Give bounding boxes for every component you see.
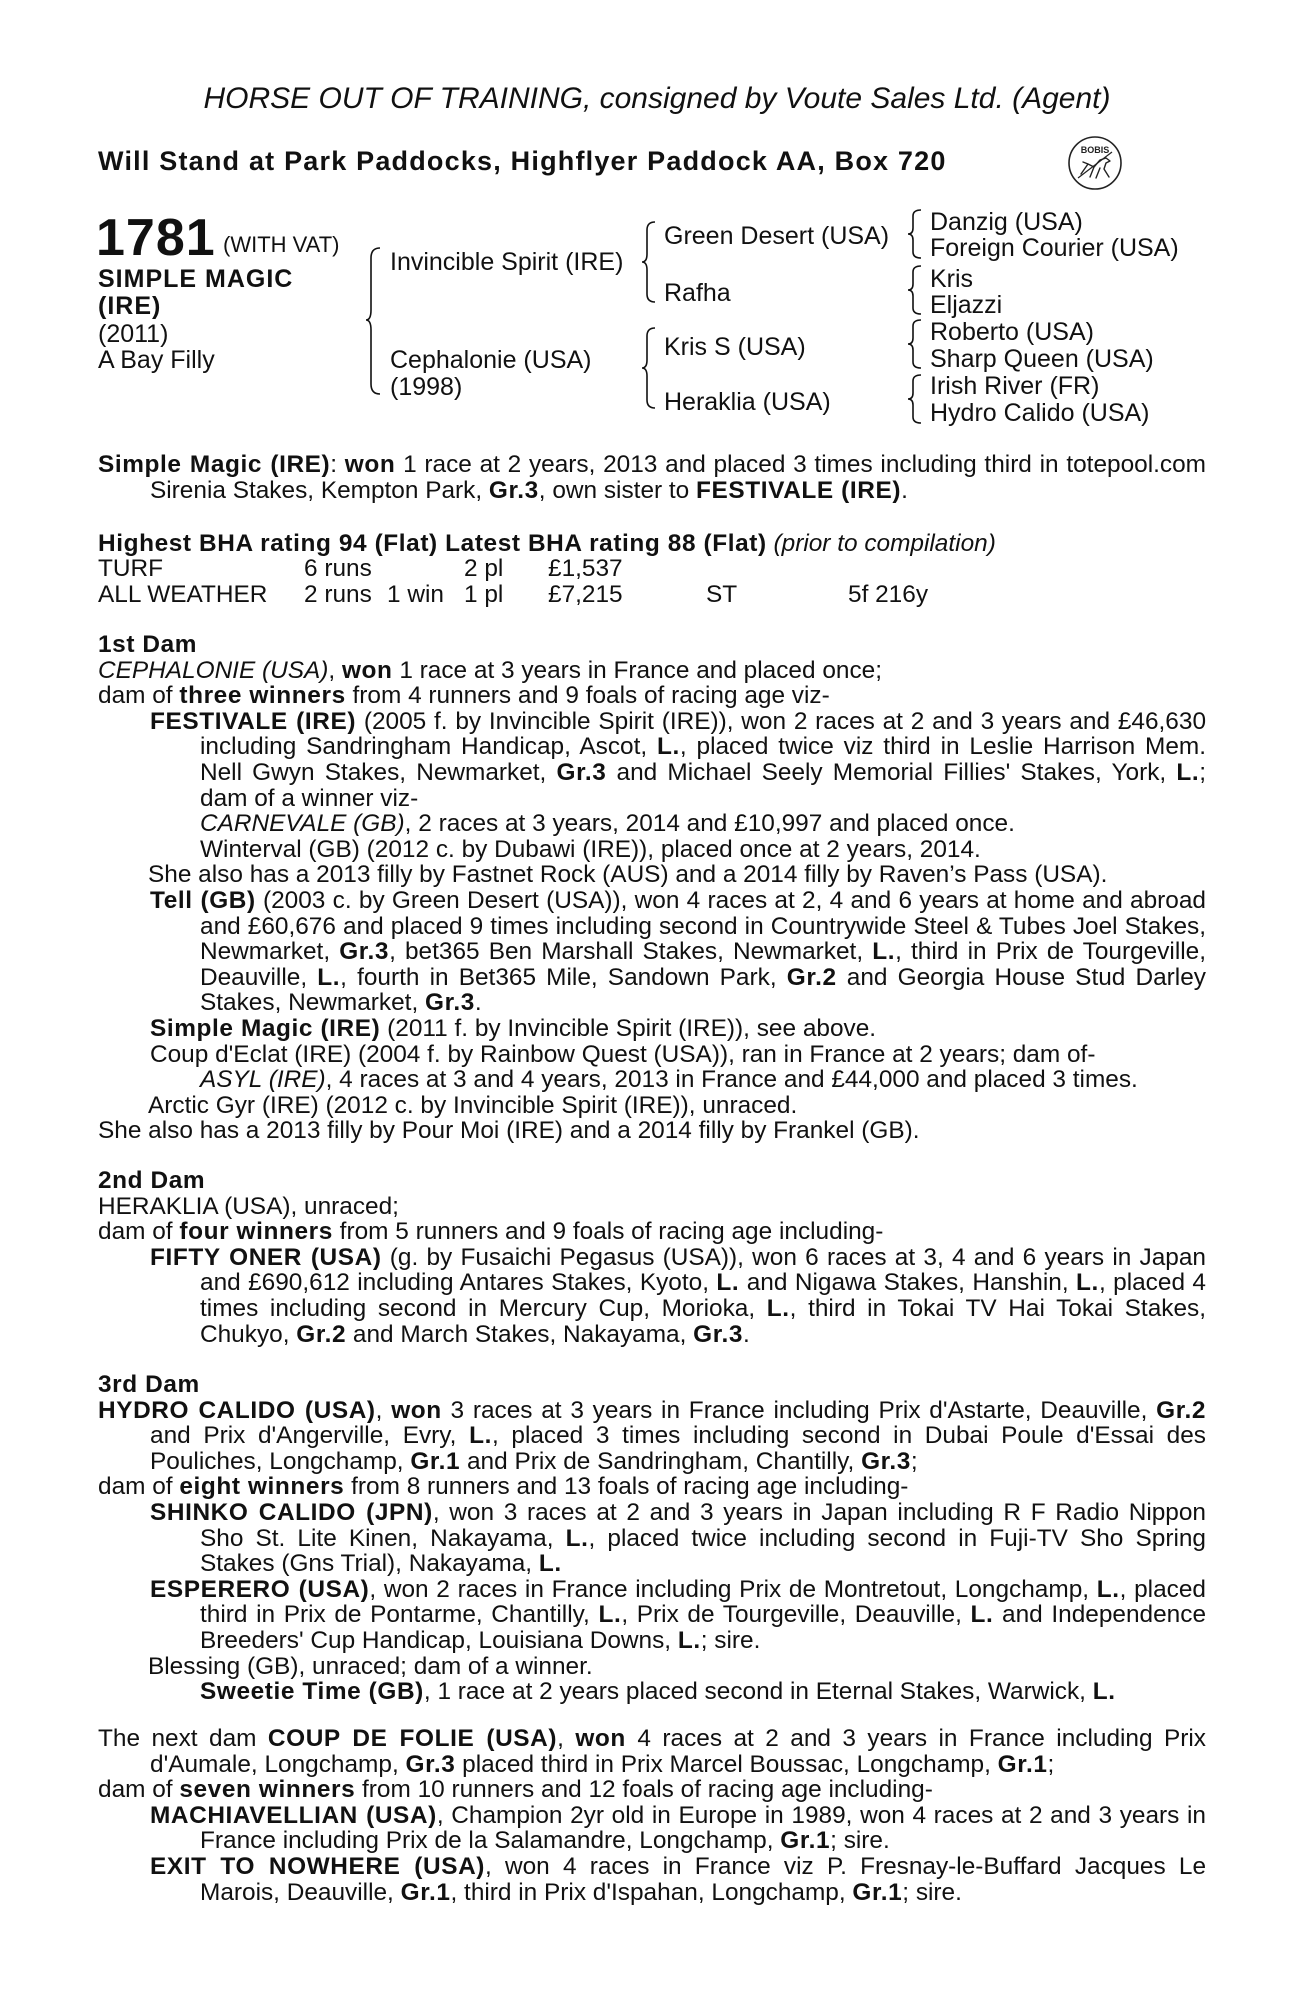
pedigree-dd: Heraklia (USA) <box>664 388 831 416</box>
foaling-year: (2011) <box>98 320 169 348</box>
pedigree-ssd: Foreign Courier (USA) <box>930 234 1179 262</box>
second-dam-section: 2nd Dam HERAKLIA (USA), unraced; dam of four winners from 5 runners and 9 foals of racing age including- FIFTY ONER (USA) (g. by Fusaichi Pegasus (USA)), won 6 races at 3, 4 and 6 years in Japan and £690,612 including Antares Stakes, Kyoto, L. and Nigawa Stakes, Hanshin, L., placed 4 times including second in Mercury Cup, Morioka, L., third in Tokai TV Hai Tokai Stakes, Chukyo, Gr.2 and March Stakes, Nakayama, Gr.3. <box>98 1167 1206 1348</box>
pedigree-sdd: Eljazzi <box>930 291 1003 319</box>
pedigree-ss: Green Desert (USA) <box>664 222 890 250</box>
pedigree-dds: Irish River (FR) <box>930 372 1100 400</box>
next-dam-section: The next dam COUP DE FOLIE (USA), won 4 races at 2 and 3 years in France including Prix d'Aumale, Longchamp, Gr.3 placed third in Prix Marcel Boussac, Longchamp, Gr.1; dam of seven winners from 10 runners and 12 foals of racing age including- MACHIAVELLIAN (USA), Champion 2yr old in Europe in 1989, won 4 races at 2 and 3 years in France including Prix de la Salamandre, Longchamp, Gr.1; sire. EXIT TO NOWHERE (USA), won 4 races in France viz P. Fresnay-le-Buffard Jacques Le Marois, Deauville, Gr.1, third in Prix d'Ispahan, Longchamp, Gr.1; sire. <box>98 1725 1207 1906</box>
race-summary: Simple Magic (IRE): won 1 race at 2 years, 2013 and placed 3 times including third in totepool.com Sirenia Stakes, Kempton Park, Gr.3, own sister to FESTIVALE (IRE). <box>98 451 1206 504</box>
pedigree-ds: Kris S (USA) <box>664 333 806 361</box>
third-dam-section: 3rd Dam HYDRO CALIDO (USA), won 3 races at 3 years in France including Prix d'Astarte, Deauville, Gr.2 and Prix d'Angerville, Evry, L., placed 3 times including second in Dubai Poule d'Essai des Pouliches, Longchamp, Gr.1 and Prix de Sandringham, Chantilly, Gr.3; dam of eight winners from 8 runners and 13 foals of racing age including- SHINKO CALIDO (JPN), won 3 races at 2 and 3 years in Japan including R F Radio Nippon Sho St. Lite Kinen, Nakayama, L., placed twice including second in Fuji-TV Sho Spring Stakes (Gns Trial), Nakayama, L. ESPERERO (USA), won 2 races in France including Prix de Montretout, Longchamp, L., placed third in Prix de Pontarme, Chantilly, L., Prix de Tourgeville, Deauville, L. and Independence Breeders' Cup Handicap, Louisiana Downs, L.; sire. Blessing (GB), unraced; dam of a winner. Sweetie Time (GB), 1 race at 2 years placed second in Eternal Stakes, Warwick, L. <box>98 1371 1207 1706</box>
record-cell: TURF <box>98 555 164 582</box>
horse-name-line2: (IRE) <box>98 292 162 320</box>
record-cell: ALL WEATHER <box>98 581 268 608</box>
pedigree-dss: Roberto (USA) <box>930 318 1094 346</box>
record-cell: 2 runs <box>304 581 372 608</box>
record-cell: £7,215 <box>548 581 623 608</box>
horse-description: A Bay Filly <box>98 346 215 374</box>
record-cell: 1 pl <box>464 581 504 608</box>
bobis-horse-icon <box>1066 134 1124 192</box>
pedigree-brace-dam <box>640 326 660 412</box>
race-record-table <box>98 556 1198 608</box>
pedigree-brace-sd <box>906 264 926 316</box>
pedigree-sire: Invincible Spirit (IRE) <box>390 248 624 276</box>
horse-name-line1: SIMPLE MAGIC <box>98 265 294 293</box>
record-cell: 2 pl <box>464 555 504 582</box>
pedigree-brace-sire <box>640 220 660 306</box>
section-heading: 1st Dam <box>98 631 198 658</box>
bha-ratings: Highest BHA rating 94 (Flat) Latest BHA rating 88 (Flat) (prior to compilation) <box>98 530 996 557</box>
record-cell: 6 runs <box>304 555 372 582</box>
lot-number: 1781 <box>96 209 216 267</box>
pedigree-brace-dd <box>906 373 926 425</box>
record-cell: 5f 216y <box>848 581 929 608</box>
bobis-logo-text: BOBIS <box>1080 145 1110 155</box>
stand-location: Will Stand at Park Paddocks, Highflyer Paddock AA, Box 720 <box>98 146 947 176</box>
record-cell: £1,537 <box>548 555 623 582</box>
pedigree-dam: Cephalonie (USA) <box>390 346 592 374</box>
record-cell: 1 win <box>387 581 444 608</box>
pedigree-sss: Danzig (USA) <box>930 208 1083 236</box>
pedigree-dsd: Sharp Queen (USA) <box>930 345 1154 373</box>
record-cell: ST <box>706 581 738 608</box>
pedigree-sds: Kris <box>930 265 974 293</box>
section-heading: 2nd Dam <box>98 1167 206 1194</box>
pedigree-dam-year: (1998) <box>390 373 463 401</box>
pedigree-brace-ds <box>906 318 926 370</box>
section-heading: 3rd Dam <box>98 1371 200 1398</box>
pedigree-brace-ss <box>906 208 926 260</box>
pedigree-sd: Rafha <box>664 279 731 307</box>
first-dam-section: 1st Dam CEPHALONIE (USA), won 1 race at 3 years in France and placed once; dam of three winners from 4 runners and 9 foals of racing age viz- FESTIVALE (IRE) (2005 f. by Invincible Spirit (IRE)), won 2 races at 2 and 3 years and £46,630 including Sandringham Handicap, Ascot, L., placed twice viz third in Leslie Harrison Mem. Nell Gwyn Stakes, Newmarket, Gr.3 and Michael Seely Memorial Fillies' Stakes, York, L.; dam of a winner viz- CARNEVALE (GB), 2 races at 3 years, 2014 and £10,997 and placed once. Winterval (GB) (2012 c. by Dubawi (IRE)), placed once at 2 years, 2014. She also has a 2013 filly by Fastnet Rock (AUS) and a 2014 filly by Raven’s Pass (USA). Tell (GB) (2003 c. by Green Desert (USA)), won 4 races at 2, 4 and 6 years at home and abroad and £60,676 and placed 9 times including second in Countrywide Steel & Tubes Joel Stakes, Newmarket, Gr.3, bet365 Ben Marshall Stakes, Newmarket, L., third in Prix de Tourgeville, Deauville, L., fourth in Bet365 Mile, Sandown Park, Gr.2 and Georgia House Stud Darley Stakes, Newmarket, Gr.3. Simple Magic (IRE) (2011 f. by Invincible Spirit (IRE)), see above. Coup d'Eclat (IRE) (2004 f. by Rainbow Quest (USA)), ran in France at 2 years; dam of- ASYL (IRE), 4 races at 3 and 4 years, 2013 in France and £44,000 and placed 3 times. Arctic Gyr (IRE) (2012 c. by Invincible Spirit (IRE)), unraced. She also has a 2013 filly by Pour Moi (IRE) and a 2014 filly by Frankel (GB). <box>98 631 1207 1145</box>
pedigree-ddd: Hydro Calido (USA) <box>930 399 1150 427</box>
pedigree-brace-main <box>364 246 386 396</box>
vat-note: (WITH VAT) <box>223 232 340 257</box>
consignor-title: HORSE OUT OF TRAINING, consigned by Voute Sales Ltd. (Agent) <box>203 82 1111 115</box>
